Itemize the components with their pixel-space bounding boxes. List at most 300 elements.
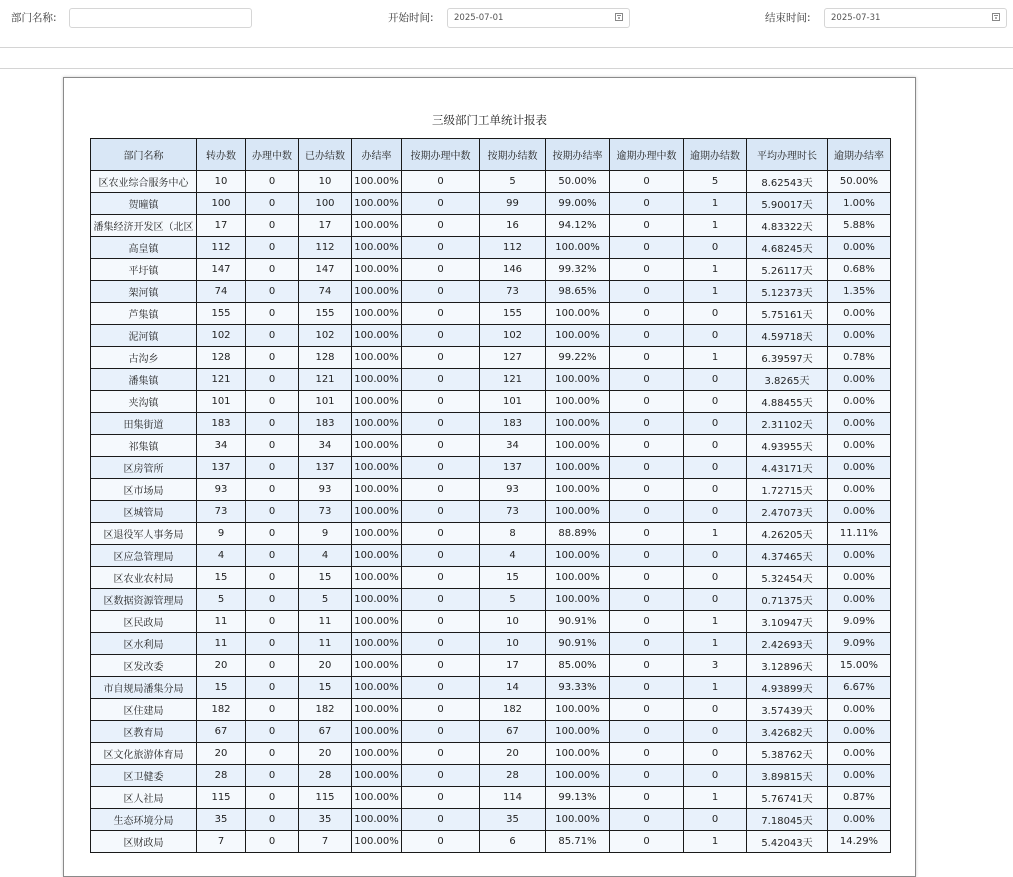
cell-completed-count: 121 (299, 369, 352, 391)
cell-completion-rate: 100.00% (352, 677, 402, 699)
cell-overdue-completed: 1 (684, 611, 747, 633)
cell-ontime-in-progress: 0 (402, 215, 480, 237)
cell-dept-name: 平圩镇 (91, 259, 197, 281)
cell-ontime-rate: 100.00% (546, 809, 610, 831)
cell-avg-duration: 4.43171天 (747, 457, 828, 479)
cell-ontime-completed: 112 (480, 237, 546, 259)
cell-ontime-in-progress: 0 (402, 633, 480, 655)
cell-completion-rate: 100.00% (352, 171, 402, 193)
cell-ontime-completed: 16 (480, 215, 546, 237)
table-row (91, 633, 891, 655)
report-table (90, 138, 891, 853)
cell-ontime-completed: 34 (480, 435, 546, 457)
cell-overdue-completed: 0 (684, 501, 747, 523)
cell-ontime-rate: 100.00% (546, 479, 610, 501)
cell-overdue-rate: 0.00% (828, 501, 891, 523)
cell-ontime-in-progress: 0 (402, 435, 480, 457)
cell-ontime-completed: 73 (480, 281, 546, 303)
column-header-overdue-rate: 逾期办结率 (828, 139, 891, 171)
cell-completion-rate: 100.00% (352, 501, 402, 523)
column-header-completion-rate: 办结率 (352, 139, 402, 171)
cell-ontime-completed: 99 (480, 193, 546, 215)
cell-ontime-rate: 99.32% (546, 259, 610, 281)
cell-avg-duration: 0.71375天 (747, 589, 828, 611)
cell-ontime-completed: 5 (480, 171, 546, 193)
cell-overdue-completed: 5 (684, 171, 747, 193)
cell-completion-rate: 100.00% (352, 259, 402, 281)
cell-overdue-completed: 1 (684, 677, 747, 699)
cell-in-progress-count: 0 (246, 391, 299, 413)
cell-overdue-rate: 0.00% (828, 721, 891, 743)
column-header-ontime-rate: 按期办结率 (546, 139, 610, 171)
cell-ontime-in-progress: 0 (402, 303, 480, 325)
cell-overdue-in-progress: 0 (610, 743, 684, 765)
cell-completion-rate: 100.00% (352, 721, 402, 743)
cell-dept-name: 区卫健委 (91, 765, 197, 787)
cell-transfer-count: 102 (197, 325, 246, 347)
end-time-label: 结束时间: (765, 12, 811, 24)
cell-completed-count: 7 (299, 831, 352, 853)
cell-transfer-count: 28 (197, 765, 246, 787)
cell-in-progress-count: 0 (246, 523, 299, 545)
cell-completion-rate: 100.00% (352, 237, 402, 259)
cell-overdue-rate: 0.00% (828, 699, 891, 721)
cell-completed-count: 73 (299, 501, 352, 523)
cell-completed-count: 34 (299, 435, 352, 457)
cell-in-progress-count: 0 (246, 787, 299, 809)
cell-in-progress-count: 0 (246, 611, 299, 633)
cell-overdue-in-progress: 0 (610, 787, 684, 809)
cell-overdue-in-progress: 0 (610, 369, 684, 391)
cell-dept-name: 区教育局 (91, 721, 197, 743)
cell-completion-rate: 100.00% (352, 325, 402, 347)
cell-completed-count: 10 (299, 171, 352, 193)
table-body (91, 171, 891, 853)
cell-overdue-rate: 0.00% (828, 567, 891, 589)
cell-transfer-count: 4 (197, 545, 246, 567)
cell-ontime-rate: 100.00% (546, 413, 610, 435)
cell-completion-rate: 100.00% (352, 655, 402, 677)
cell-avg-duration: 4.37465天 (747, 545, 828, 567)
cell-dept-name: 区应急管理局 (91, 545, 197, 567)
table-row (91, 171, 891, 193)
cell-overdue-completed: 0 (684, 391, 747, 413)
cell-transfer-count: 17 (197, 215, 246, 237)
cell-dept-name: 潘集镇 (91, 369, 197, 391)
cell-dept-name: 区民政局 (91, 611, 197, 633)
cell-in-progress-count: 0 (246, 303, 299, 325)
cell-completed-count: 67 (299, 721, 352, 743)
cell-in-progress-count: 0 (246, 677, 299, 699)
table-row (91, 787, 891, 809)
cell-ontime-in-progress: 0 (402, 347, 480, 369)
cell-completed-count: 4 (299, 545, 352, 567)
cell-overdue-completed: 0 (684, 457, 747, 479)
cell-transfer-count: 34 (197, 435, 246, 457)
cell-completion-rate: 100.00% (352, 347, 402, 369)
cell-completed-count: 11 (299, 611, 352, 633)
cell-ontime-rate: 100.00% (546, 721, 610, 743)
dept-name-input[interactable] (69, 8, 252, 28)
cell-overdue-rate: 14.29% (828, 831, 891, 853)
calendar-icon[interactable] (992, 13, 1000, 21)
cell-completed-count: 182 (299, 699, 352, 721)
cell-dept-name: 区水利局 (91, 633, 197, 655)
cell-completed-count: 102 (299, 325, 352, 347)
cell-overdue-in-progress: 0 (610, 831, 684, 853)
cell-completion-rate: 100.00% (352, 369, 402, 391)
calendar-icon[interactable] (615, 13, 623, 21)
cell-completion-rate: 100.00% (352, 391, 402, 413)
cell-transfer-count: 93 (197, 479, 246, 501)
cell-overdue-in-progress: 0 (610, 435, 684, 457)
cell-avg-duration: 6.39597天 (747, 347, 828, 369)
cell-overdue-rate: 0.00% (828, 589, 891, 611)
cell-transfer-count: 15 (197, 677, 246, 699)
cell-overdue-in-progress: 0 (610, 325, 684, 347)
cell-overdue-completed: 1 (684, 193, 747, 215)
cell-dept-name: 贺曈镇 (91, 193, 197, 215)
cell-completed-count: 28 (299, 765, 352, 787)
start-time-input[interactable] (447, 8, 630, 28)
cell-avg-duration: 3.57439天 (747, 699, 828, 721)
cell-completion-rate: 100.00% (352, 281, 402, 303)
cell-ontime-in-progress: 0 (402, 831, 480, 853)
cell-in-progress-count: 0 (246, 765, 299, 787)
table-row (91, 281, 891, 303)
cell-avg-duration: 5.32454天 (747, 567, 828, 589)
cell-avg-duration: 2.31102天 (747, 413, 828, 435)
cell-ontime-rate: 100.00% (546, 435, 610, 457)
cell-overdue-in-progress: 0 (610, 567, 684, 589)
cell-avg-duration: 2.47073天 (747, 501, 828, 523)
cell-ontime-rate: 94.12% (546, 215, 610, 237)
cell-overdue-rate: 0.87% (828, 787, 891, 809)
cell-ontime-rate: 93.33% (546, 677, 610, 699)
cell-transfer-count: 35 (197, 809, 246, 831)
cell-overdue-in-progress: 0 (610, 193, 684, 215)
cell-in-progress-count: 0 (246, 567, 299, 589)
cell-ontime-completed: 101 (480, 391, 546, 413)
cell-overdue-in-progress: 0 (610, 721, 684, 743)
cell-ontime-completed: 93 (480, 479, 546, 501)
table-row (91, 391, 891, 413)
cell-in-progress-count: 0 (246, 699, 299, 721)
cell-overdue-rate: 11.11% (828, 523, 891, 545)
cell-ontime-in-progress: 0 (402, 611, 480, 633)
cell-overdue-completed: 0 (684, 589, 747, 611)
cell-ontime-completed: 20 (480, 743, 546, 765)
cell-completion-rate: 100.00% (352, 809, 402, 831)
cell-ontime-in-progress: 0 (402, 743, 480, 765)
cell-ontime-completed: 183 (480, 413, 546, 435)
cell-ontime-completed: 15 (480, 567, 546, 589)
cell-ontime-rate: 100.00% (546, 567, 610, 589)
cell-ontime-rate: 100.00% (546, 369, 610, 391)
cell-ontime-in-progress: 0 (402, 237, 480, 259)
cell-overdue-rate: 0.00% (828, 237, 891, 259)
table-row (91, 347, 891, 369)
cell-transfer-count: 11 (197, 633, 246, 655)
cell-ontime-completed: 17 (480, 655, 546, 677)
cell-ontime-in-progress: 0 (402, 765, 480, 787)
table-row (91, 215, 891, 237)
cell-ontime-completed: 182 (480, 699, 546, 721)
cell-transfer-count: 20 (197, 743, 246, 765)
table-row (91, 743, 891, 765)
cell-ontime-rate: 100.00% (546, 325, 610, 347)
cell-overdue-completed: 0 (684, 303, 747, 325)
cell-completed-count: 15 (299, 567, 352, 589)
cell-ontime-in-progress: 0 (402, 699, 480, 721)
cell-in-progress-count: 0 (246, 435, 299, 457)
cell-overdue-completed: 0 (684, 435, 747, 457)
table-row (91, 369, 891, 391)
cell-ontime-rate: 90.91% (546, 633, 610, 655)
cell-overdue-completed: 1 (684, 259, 747, 281)
cell-overdue-completed: 3 (684, 655, 747, 677)
cell-transfer-count: 147 (197, 259, 246, 281)
cell-avg-duration: 5.90017天 (747, 193, 828, 215)
cell-dept-name: 区农业综合服务中心 (91, 171, 197, 193)
cell-ontime-in-progress: 0 (402, 281, 480, 303)
cell-overdue-in-progress: 0 (610, 479, 684, 501)
cell-overdue-rate: 1.35% (828, 281, 891, 303)
cell-completed-count: 74 (299, 281, 352, 303)
cell-transfer-count: 11 (197, 611, 246, 633)
table-row (91, 523, 891, 545)
cell-overdue-completed: 0 (684, 479, 747, 501)
column-header-overdue-in-progress: 逾期办理中数 (610, 139, 684, 171)
cell-completion-rate: 100.00% (352, 611, 402, 633)
column-header-ontime-in-progress: 按期办理中数 (402, 139, 480, 171)
table-row (91, 765, 891, 787)
cell-ontime-rate: 100.00% (546, 765, 610, 787)
cell-avg-duration: 4.59718天 (747, 325, 828, 347)
cell-ontime-in-progress: 0 (402, 721, 480, 743)
cell-ontime-rate: 100.00% (546, 237, 610, 259)
table-row (91, 303, 891, 325)
start-time-value: 2025-07-01 (454, 13, 504, 23)
report-title: 三级部门工单统计报表 (432, 113, 547, 127)
cell-completed-count: 112 (299, 237, 352, 259)
cell-transfer-count: 112 (197, 237, 246, 259)
cell-overdue-in-progress: 0 (610, 655, 684, 677)
end-time-input[interactable] (824, 8, 1007, 28)
cell-overdue-in-progress: 0 (610, 303, 684, 325)
cell-ontime-rate: 100.00% (546, 391, 610, 413)
cell-transfer-count: 128 (197, 347, 246, 369)
cell-completed-count: 11 (299, 633, 352, 655)
cell-overdue-completed: 0 (684, 699, 747, 721)
cell-in-progress-count: 0 (246, 633, 299, 655)
cell-dept-name: 区农业农村局 (91, 567, 197, 589)
table-row (91, 677, 891, 699)
cell-overdue-rate: 0.00% (828, 413, 891, 435)
cell-avg-duration: 3.8265天 (747, 369, 828, 391)
cell-completion-rate: 100.00% (352, 787, 402, 809)
column-header-in-progress-count: 办理中数 (246, 139, 299, 171)
cell-avg-duration: 5.26117天 (747, 259, 828, 281)
cell-overdue-rate: 0.00% (828, 545, 891, 567)
cell-ontime-rate: 100.00% (546, 457, 610, 479)
cell-overdue-rate: 0.00% (828, 743, 891, 765)
cell-ontime-rate: 100.00% (546, 589, 610, 611)
cell-overdue-completed: 0 (684, 545, 747, 567)
cell-avg-duration: 4.88455天 (747, 391, 828, 413)
cell-dept-name: 泥河镇 (91, 325, 197, 347)
cell-ontime-completed: 35 (480, 809, 546, 831)
cell-in-progress-count: 0 (246, 325, 299, 347)
cell-overdue-in-progress: 0 (610, 633, 684, 655)
cell-overdue-completed: 1 (684, 787, 747, 809)
cell-ontime-rate: 88.89% (546, 523, 610, 545)
cell-overdue-in-progress: 0 (610, 413, 684, 435)
cell-overdue-completed: 0 (684, 567, 747, 589)
cell-ontime-rate: 99.00% (546, 193, 610, 215)
cell-completion-rate: 100.00% (352, 413, 402, 435)
cell-dept-name: 区人社局 (91, 787, 197, 809)
cell-overdue-rate: 0.00% (828, 435, 891, 457)
cell-overdue-rate: 0.00% (828, 369, 891, 391)
cell-ontime-in-progress: 0 (402, 171, 480, 193)
table-row (91, 567, 891, 589)
cell-overdue-completed: 0 (684, 809, 747, 831)
cell-overdue-in-progress: 0 (610, 677, 684, 699)
cell-overdue-completed: 1 (684, 215, 747, 237)
cell-transfer-count: 15 (197, 567, 246, 589)
cell-ontime-rate: 50.00% (546, 171, 610, 193)
cell-transfer-count: 10 (197, 171, 246, 193)
column-header-overdue-completed: 逾期办结数 (684, 139, 747, 171)
cell-overdue-rate: 15.00% (828, 655, 891, 677)
table-row (91, 325, 891, 347)
cell-in-progress-count: 0 (246, 479, 299, 501)
cell-transfer-count: 115 (197, 787, 246, 809)
cell-avg-duration: 5.76741天 (747, 787, 828, 809)
table-row (91, 809, 891, 831)
cell-avg-duration: 3.10947天 (747, 611, 828, 633)
cell-ontime-in-progress: 0 (402, 369, 480, 391)
cell-overdue-rate: 9.09% (828, 633, 891, 655)
divider (0, 68, 1013, 69)
cell-in-progress-count: 0 (246, 413, 299, 435)
cell-ontime-rate: 100.00% (546, 743, 610, 765)
cell-ontime-in-progress: 0 (402, 391, 480, 413)
cell-ontime-in-progress: 0 (402, 457, 480, 479)
cell-overdue-in-progress: 0 (610, 171, 684, 193)
cell-avg-duration: 3.89815天 (747, 765, 828, 787)
cell-ontime-rate: 85.71% (546, 831, 610, 853)
cell-ontime-rate: 100.00% (546, 545, 610, 567)
cell-in-progress-count: 0 (246, 215, 299, 237)
cell-ontime-in-progress: 0 (402, 809, 480, 831)
cell-ontime-in-progress: 0 (402, 479, 480, 501)
cell-completed-count: 100 (299, 193, 352, 215)
filter-bar (0, 0, 1013, 48)
cell-in-progress-count: 0 (246, 655, 299, 677)
cell-overdue-in-progress: 0 (610, 611, 684, 633)
cell-overdue-rate: 0.00% (828, 479, 891, 501)
cell-transfer-count: 121 (197, 369, 246, 391)
cell-completed-count: 115 (299, 787, 352, 809)
cell-completed-count: 183 (299, 413, 352, 435)
cell-ontime-completed: 4 (480, 545, 546, 567)
cell-dept-name: 区市场局 (91, 479, 197, 501)
cell-completed-count: 20 (299, 655, 352, 677)
dept-name-label: 部门名称: (11, 12, 57, 24)
cell-completed-count: 101 (299, 391, 352, 413)
cell-completion-rate: 100.00% (352, 215, 402, 237)
table-row (91, 721, 891, 743)
cell-dept-name: 区住建局 (91, 699, 197, 721)
cell-ontime-completed: 146 (480, 259, 546, 281)
cell-ontime-in-progress: 0 (402, 787, 480, 809)
cell-completion-rate: 100.00% (352, 303, 402, 325)
cell-completed-count: 9 (299, 523, 352, 545)
cell-completion-rate: 100.00% (352, 743, 402, 765)
cell-completed-count: 5 (299, 589, 352, 611)
cell-avg-duration: 5.75161天 (747, 303, 828, 325)
cell-ontime-in-progress: 0 (402, 413, 480, 435)
cell-ontime-completed: 114 (480, 787, 546, 809)
cell-avg-duration: 1.72715天 (747, 479, 828, 501)
cell-in-progress-count: 0 (246, 721, 299, 743)
cell-completed-count: 147 (299, 259, 352, 281)
cell-transfer-count: 73 (197, 501, 246, 523)
cell-completed-count: 15 (299, 677, 352, 699)
cell-overdue-completed: 0 (684, 743, 747, 765)
cell-avg-duration: 2.42693天 (747, 633, 828, 655)
table-row (91, 479, 891, 501)
start-time-label: 开始时间: (388, 12, 434, 24)
column-header-ontime-completed: 按期办结数 (480, 139, 546, 171)
column-header-transfer-count: 转办数 (197, 139, 246, 171)
cell-in-progress-count: 0 (246, 457, 299, 479)
cell-in-progress-count: 0 (246, 281, 299, 303)
cell-overdue-rate: 5.88% (828, 215, 891, 237)
cell-transfer-count: 183 (197, 413, 246, 435)
cell-overdue-completed: 0 (684, 325, 747, 347)
cell-dept-name: 潘集经济开发区（北区 (91, 215, 197, 237)
cell-overdue-completed: 0 (684, 765, 747, 787)
cell-ontime-in-progress: 0 (402, 523, 480, 545)
table-header-row (91, 139, 891, 171)
cell-overdue-in-progress: 0 (610, 699, 684, 721)
cell-ontime-completed: 102 (480, 325, 546, 347)
cell-completion-rate: 100.00% (352, 193, 402, 215)
cell-dept-name: 生态环境分局 (91, 809, 197, 831)
cell-dept-name: 古沟乡 (91, 347, 197, 369)
cell-completion-rate: 100.00% (352, 435, 402, 457)
cell-overdue-in-progress: 0 (610, 259, 684, 281)
cell-completed-count: 128 (299, 347, 352, 369)
cell-in-progress-count: 0 (246, 809, 299, 831)
cell-ontime-rate: 85.00% (546, 655, 610, 677)
cell-ontime-completed: 137 (480, 457, 546, 479)
cell-transfer-count: 155 (197, 303, 246, 325)
cell-in-progress-count: 0 (246, 369, 299, 391)
cell-completion-rate: 100.00% (352, 699, 402, 721)
cell-ontime-in-progress: 0 (402, 677, 480, 699)
cell-dept-name: 区退役军人事务局 (91, 523, 197, 545)
cell-transfer-count: 20 (197, 655, 246, 677)
cell-ontime-in-progress: 0 (402, 193, 480, 215)
cell-completion-rate: 100.00% (352, 545, 402, 567)
table-row (91, 545, 891, 567)
table-row (91, 831, 891, 853)
cell-transfer-count: 9 (197, 523, 246, 545)
